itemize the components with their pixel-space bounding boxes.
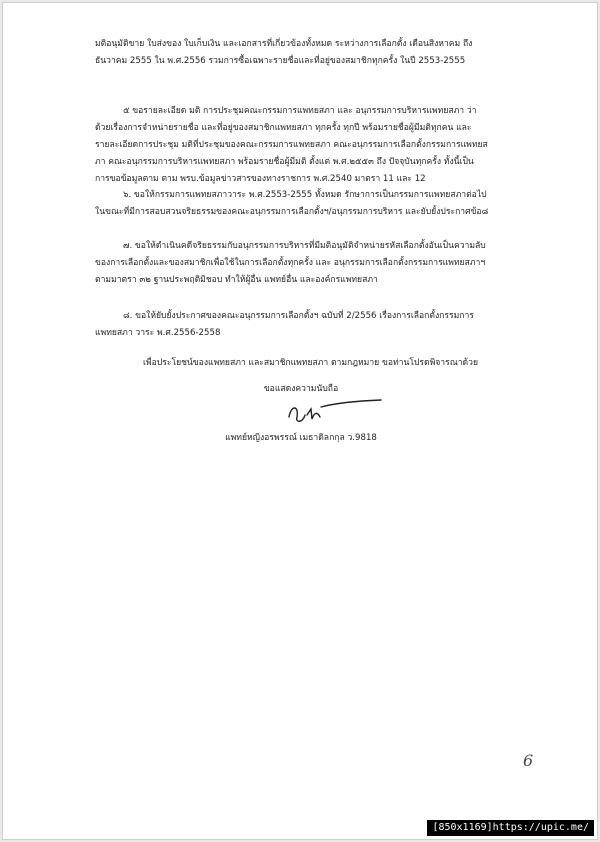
text-line: ๗. ขอให้ดำเนินคดีจริยธรรมกับอนุกรรมการบริหารที่มีมติอนุมัติจำหน่ายรหัสเลือกตั้งอันเป็นความลับ <box>123 241 486 251</box>
text-line: ๖. ขอให้กรรมการแพทยสภาวาระ พ.ศ.2553-2555 ทั้งหมด รักษาการเป็นกรรมการแพทยสภาต่อไป <box>123 190 487 200</box>
text-line: มติอนุมัติขาย ใบส่งของ ใบเก็บเงิน และเอกสารที่เกี่ยวข้องทั้งหมด ระหว่างการเลือกตั้ง เดือนสิงหาคม ถึง <box>95 39 473 49</box>
paragraph-7 <box>95 238 515 289</box>
paragraph-6 <box>95 187 515 221</box>
paragraph-8 <box>95 308 515 342</box>
image-size-footer: [850x1169]https://upic.me/ <box>427 820 594 836</box>
text-line: ในขณะที่มีการสอบสวนจริยธรรมของคณะอนุกรรมการเลือกตั้งฯ/อนุกรรมการบริหาร และยับยั้งประกาศข้อ๘ <box>95 207 489 217</box>
text-line: แพทยสภา วาระ พ.ศ.2556-2558 <box>95 328 221 338</box>
signer-name: แพทย์หญิงอรพรรณ์ เมธาดิลกกุล ว.9818 <box>225 433 377 443</box>
document-page <box>2 2 598 840</box>
text-line: ๘. ขอให้ยับยั้งประกาศของคณะอนุกรรมการเลือกตั้งฯ ฉบับที่ 2/2556 เรื่องการเลือกตั้งกรรมการ <box>123 311 474 321</box>
page-number: 6 <box>523 751 534 770</box>
closing-request: เพื่อประโยชน์ของแพทยสภา และสมาชิกแพทยสภา ตามกฎหมาย ขอท่านโปรดพิจารณาด้วย <box>143 358 478 368</box>
text-line: รายละเอียดการประชุม มติที่ประชุมของคณะกรรมการแพทยสภา คณะอนุกรรมการเลือกตั้งกรรมการแพทยส <box>95 140 488 150</box>
text-line: ธันวาคม 2555 ใน พ.ศ.2556 รวมการซื้อเฉพาะรายชื่อและที่อยู่ของสมาชิกทุกครั้ง ในปี 2553-2555 <box>95 56 466 66</box>
text-line: ภา คณะอนุกรรมการบริหารแพทยสภา พร้อมรายชื่อผู้มีมติ ตั้งแต่ พ.ศ.๒๕๕๓ ถึง ปัจจุบันทุกครั้ง ทั้งนี้เป็น <box>95 157 474 167</box>
text-line: ตามมาตรา ๓๒ ฐานประพฤติมิชอบ ทำให้ผู้อื่น แพทย์อื่น และองค์กรแพทยสภา <box>95 275 378 285</box>
signer-line <box>3 430 599 447</box>
text-line: การขอข้อมูลตาม ตาม พรบ.ข้อมูลข่าวสารของทางราชการ พ.ศ.2540 มาตรา 11 และ 12 <box>95 174 426 184</box>
signature-mark <box>281 395 391 429</box>
text-line: ของการเลือกตั้งและของสมาชิกเพื่อใช้ในการเลือกตั้งทุกครั้ง และ อนุกรรมการเลือกตั้งกรรมการแพทยสภาฯ <box>95 258 486 268</box>
regards-text: ขอแสดงความนับถือ <box>263 384 339 394</box>
text-line: ด้วยเรื่องการจำหน่ายรายชื่อ และที่อยู่ของสมาชิกแพทยสภา ทุกครั้ง ทุกปี พร้อมรายชื่อผู้มีมติทุกคน และ <box>95 123 472 133</box>
text-line: ๕ ขอรายละเอียด มติ การประชุมคณะกรรมการแพทยสภา และ อนุกรรมการบริหารแพทยสภา ว่า <box>123 106 477 116</box>
paragraph-continued <box>95 36 515 70</box>
paragraph-5 <box>95 103 515 188</box>
